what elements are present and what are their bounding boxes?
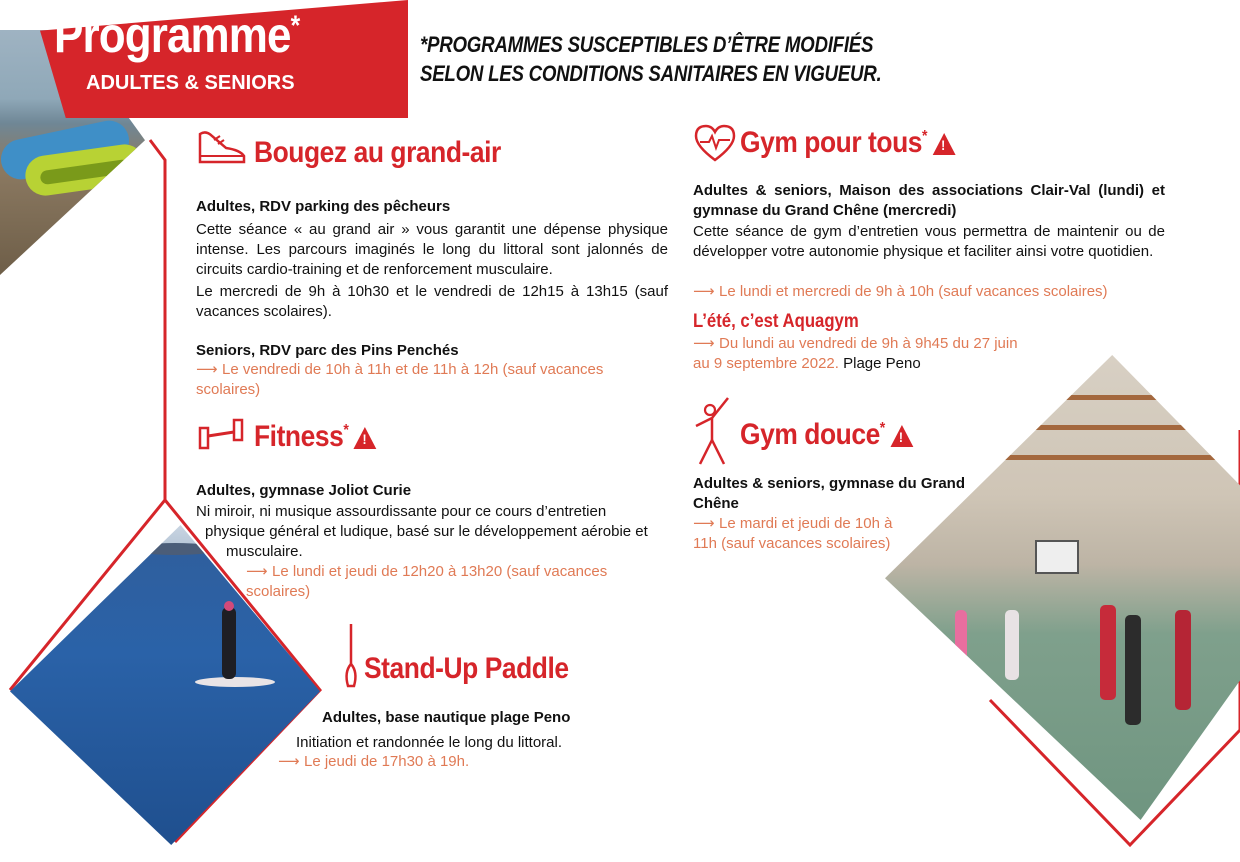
fitness-title <box>254 420 377 454</box>
bougez-adultes-text: Cette séance « au grand air » vous garantit une dépense physique intense. Les parcours imaginés le long du littoral sont jalonnés de circuits cardio-training et de renforcement musculaire. <box>196 221 668 278</box>
bougez-seniors-schedule-text: Le vendredi de 10h à 11h et de 11h à 12h (sauf vacances scolaires) <box>196 361 604 398</box>
warning-icon: ! <box>890 425 913 447</box>
fitness-star: * <box>343 422 349 439</box>
arrow-icon: ⟶ <box>693 283 715 300</box>
warning-icon: ! <box>354 427 377 449</box>
gym-douce-title-text: Gym douce <box>740 418 880 451</box>
aquagym-place: Plage Peno <box>843 355 921 372</box>
bougez-seniors-subtitle: Seniors, RDV parc des Pins Penchés <box>196 342 459 359</box>
heart-pulse-icon <box>692 122 738 164</box>
gym-tous-text: Cette séance de gym d’entretien vous permettra de maintenir ou de développer votre autonomie physique et faciliter ainsi votre quotidien. <box>693 223 1165 260</box>
arrow-icon: ⟶ <box>693 335 715 352</box>
fitness-text-line-2: physique général et ludique, basé sur le développement aérobie et <box>205 523 648 540</box>
header-subtitle: ADULTES & SENIORS <box>86 72 295 94</box>
notice-text <box>420 30 881 88</box>
gym-douce-subtitle: Adultes & seniors, gymnase du Grand Chêne <box>693 475 965 512</box>
fitness-schedule-text: Le lundi et jeudi de 12h20 à 13h20 (sauf vacances scolaires) <box>246 563 608 600</box>
header-title-star: * <box>290 9 300 41</box>
paddle-title: Stand-Up Paddle <box>364 652 569 685</box>
fitness-schedule <box>246 562 668 602</box>
fitness-subtitle: Adultes, gymnase Joliot Curie <box>196 482 412 499</box>
aquagym-title: L’été, c’est Aquagym <box>693 311 859 332</box>
paddle-icon <box>340 620 362 688</box>
aquagym-schedule-line-2: au 9 septembre 2022. <box>693 355 839 372</box>
sneaker-icon <box>196 126 248 166</box>
gym-tous-title <box>740 126 955 160</box>
aquagym-schedule-line-1: Du lundi au vendredi de 9h à 9h45 du 27 juin <box>719 335 1018 352</box>
paddle-subtitle: Adultes, base nautique plage Peno <box>322 709 571 726</box>
dumbbell-icon <box>196 416 246 456</box>
stretching-person-icon <box>690 396 734 468</box>
fitness-title-text: Fitness <box>254 420 344 453</box>
paddle-schedule-text: Le jeudi de 17h30 à 19h. <box>304 753 470 770</box>
header-title <box>54 6 299 64</box>
fitness-text-line-1: Ni miroir, ni musique assourdissante pour ce cours d’entretien <box>196 503 607 520</box>
arrow-icon: ⟶ <box>246 563 268 580</box>
bougez-title: Bougez au grand-air <box>254 136 501 169</box>
bougez-adultes-schedule: Le mercredi de 9h à 10h30 et le vendredi de 12h15 à 13h15 (sauf vacances scolaires). <box>196 283 668 320</box>
gym-douce-title <box>740 418 913 452</box>
gym-tous-schedule <box>693 282 1108 302</box>
gym-douce-schedule-line-1: Le mardi et jeudi de 10h à <box>719 515 893 532</box>
notice-line-2: SELON LES CONDITIONS SANITAIRES EN VIGUEUR. <box>420 61 882 86</box>
gym-tous-star: * <box>922 128 928 145</box>
fitness-text-line-3: musculaire. <box>226 543 303 560</box>
gym-tous-subtitle: Adultes & seniors, Maison des associations Clair-Val (lundi) et gymnase du Grand Chêne (mercredi) <box>693 182 1165 219</box>
aquagym-schedule <box>693 334 1018 374</box>
gym-douce-schedule-line-2: 11h (sauf vacances scolaires) <box>693 535 891 552</box>
gym-douce-star: * <box>879 420 885 437</box>
header-title-text: Programme <box>54 7 291 63</box>
arrow-icon: ⟶ <box>278 753 300 770</box>
gym-tous-title-text: Gym pour tous <box>740 126 923 159</box>
notice-line-1: *PROGRAMMES SUSCEPTIBLES D’ÊTRE MODIFIÉS <box>420 32 874 57</box>
warning-icon: ! <box>932 133 955 155</box>
arrow-icon: ⟶ <box>693 515 715 532</box>
gym-douce-schedule <box>693 514 892 554</box>
gym-tous-schedule-text: Le lundi et mercredi de 9h à 10h (sauf vacances scolaires) <box>719 283 1108 300</box>
bougez-seniors-schedule <box>196 360 668 400</box>
paddle-text: Initiation et randonnée le long du littoral. <box>296 734 563 751</box>
paddle-schedule <box>278 752 469 772</box>
bougez-adultes-subtitle: Adultes, RDV parking des pêcheurs <box>196 198 451 215</box>
arrow-icon: ⟶ <box>196 361 218 378</box>
